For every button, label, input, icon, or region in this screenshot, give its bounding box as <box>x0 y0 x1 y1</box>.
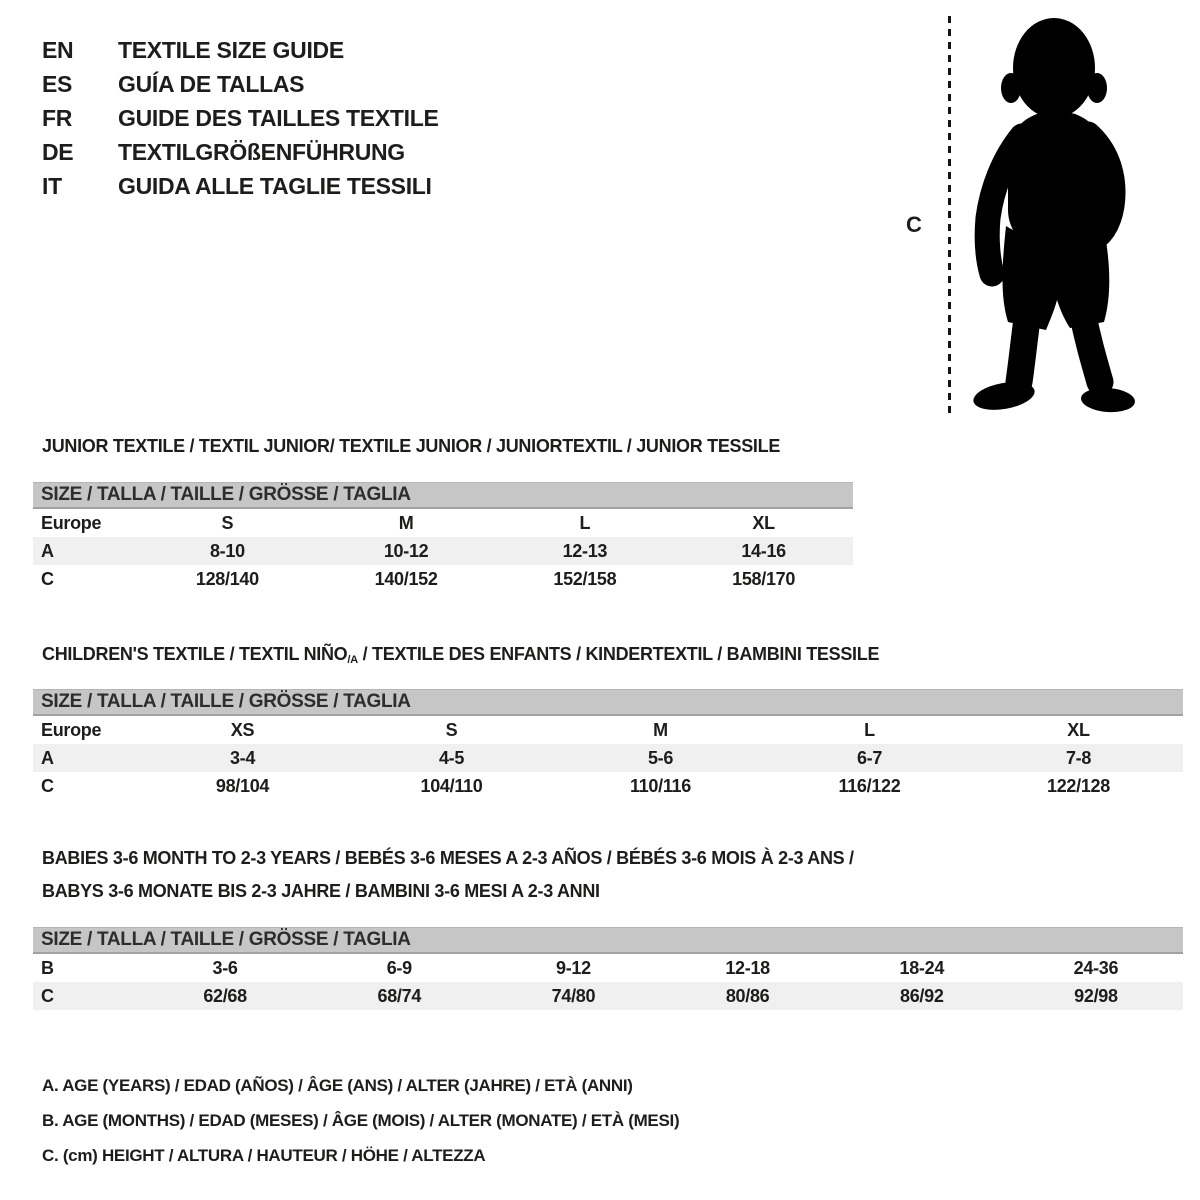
table-cell: 116/122 <box>838 775 901 796</box>
table-cell: 86/92 <box>900 985 944 1006</box>
table-cell: 10-12 <box>383 540 429 561</box>
heading-line: BABIES 3-6 MONTH TO 2-3 YEARS / BEBÉS 3-6 MESES A 2-3 AÑOS / BÉBÉS 3-6 MOIS À 2-3 ANS / <box>42 848 854 868</box>
language-row <box>42 135 439 169</box>
row-label: A <box>41 747 54 768</box>
row-label: A <box>41 540 54 561</box>
table-size-header: SIZE / TALLA / TAILLE / GRÖSSE / TAGLIA <box>33 689 1183 716</box>
junior-size-table <box>33 482 853 593</box>
language-row <box>42 101 439 135</box>
language-title: GUIDA ALLE TAGLIE TESSILI <box>118 173 432 199</box>
table-row <box>33 565 853 593</box>
row-label: C <box>41 568 54 589</box>
table-row <box>33 537 853 565</box>
table-size-header: SIZE / TALLA / TAILLE / GRÖSSE / TAGLIA <box>33 927 1183 954</box>
height-measure-dashed-line <box>948 16 951 417</box>
table-cell: 12-13 <box>562 540 608 561</box>
heading-text: CHILDREN'S TEXTILE / TEXTIL NIÑO <box>42 644 348 664</box>
language-code: DE <box>42 139 74 165</box>
language-title: TEXTILE SIZE GUIDE <box>118 37 344 63</box>
table-cell: 158/170 <box>732 568 796 589</box>
legend-footnotes <box>42 1068 679 1173</box>
language-code: EN <box>42 37 74 63</box>
language-code: FR <box>42 105 73 131</box>
row-label: Europe <box>41 719 102 740</box>
table-cell: 74/80 <box>551 985 596 1006</box>
language-code: ES <box>42 71 73 97</box>
heading-subscript: /A <box>347 654 358 667</box>
language-row <box>42 33 439 67</box>
table-cell: 62/68 <box>203 985 247 1006</box>
table-cell: L <box>579 512 591 533</box>
table-size-header: SIZE / TALLA / TAILLE / GRÖSSE / TAGLIA <box>33 482 853 509</box>
table-cell: M <box>653 719 668 740</box>
table-cell: XL <box>752 512 775 533</box>
table-cell: M <box>398 512 414 533</box>
table-cell: 104/110 <box>420 775 483 796</box>
table-row <box>33 772 1183 800</box>
table-cell: 122/128 <box>1047 775 1110 796</box>
table-cell: L <box>864 719 875 740</box>
legend-line: B. AGE (MONTHS) / EDAD (MESES) / ÂGE (MOIS) / ALTER (MONATE) / ETÀ (MESI) <box>42 1111 680 1130</box>
table-cell: XL <box>1067 719 1090 740</box>
table-cell: 18-24 <box>899 957 945 978</box>
language-title-list <box>42 33 439 203</box>
table-cell: 92/98 <box>1074 985 1118 1006</box>
childrens-size-table <box>33 689 1183 800</box>
language-title: TEXTILGRÖßENFÜHRUNG <box>118 139 405 165</box>
table-row <box>33 954 1183 982</box>
table-cell: 6-9 <box>386 957 412 978</box>
table-row <box>33 509 853 537</box>
table-cell: 68/74 <box>377 985 422 1006</box>
section-heading <box>42 842 854 908</box>
row-label: C <box>41 775 54 796</box>
table-cell: S <box>445 719 458 740</box>
row-label: B <box>41 957 54 978</box>
section-heading <box>42 643 879 671</box>
row-label: C <box>41 985 54 1006</box>
table-cell: S <box>221 512 234 533</box>
table-cell: 3-6 <box>212 957 238 978</box>
height-measure-label: C <box>906 212 922 237</box>
language-title: GUIDE DES TAILLES TEXTILE <box>118 105 439 131</box>
heading-line: BABYS 3-6 MONATE BIS 2-3 JAHRE / BAMBINI 3-6 MESI A 2-3 ANNI <box>42 881 600 901</box>
table-cell: 152/158 <box>553 568 617 589</box>
table-row <box>33 744 1183 772</box>
legend-line: A. AGE (YEARS) / EDAD (AÑOS) / ÂGE (ANS) / ALTER (JAHRE) / ETÀ (ANNI) <box>42 1076 633 1095</box>
table-cell: 5-6 <box>647 747 674 768</box>
table-cell: 140/152 <box>374 568 438 589</box>
table-cell: 24-36 <box>1073 957 1119 978</box>
table-cell: XS <box>230 719 255 740</box>
language-row <box>42 169 439 203</box>
table-cell: 8-10 <box>209 540 245 561</box>
table-cell: 80/86 <box>725 985 770 1006</box>
table-cell: 9-12 <box>556 957 591 978</box>
toddler-silhouette-icon <box>962 16 1140 418</box>
table-cell: 7-8 <box>1065 747 1092 768</box>
babies-size-table <box>33 927 1183 1010</box>
row-label: Europe <box>41 512 102 533</box>
table-cell: 4-5 <box>438 747 465 768</box>
language-row <box>42 67 439 101</box>
table-cell: 98/104 <box>215 775 270 796</box>
heading-text: / TEXTILE DES ENFANTS / KINDERTEXTIL / BAMBINI TESSILE <box>357 644 880 664</box>
legend-line: C. (cm) HEIGHT / ALTURA / HAUTEUR / HÖHE / ALTEZZA <box>42 1146 486 1165</box>
table-cell: 12-18 <box>725 957 770 978</box>
table-cell: 3-4 <box>229 747 256 768</box>
section-heading: JUNIOR TEXTILE / TEXTIL JUNIOR/ TEXTILE JUNIOR / JUNIORTEXTIL / JUNIOR TESSILE <box>42 436 781 456</box>
table-row <box>33 982 1183 1010</box>
table-cell: 6-7 <box>856 747 883 768</box>
table-cell: 14-16 <box>741 540 786 561</box>
language-code: IT <box>42 173 62 199</box>
table-cell: 128/140 <box>195 568 259 589</box>
table-row <box>33 716 1183 744</box>
language-title: GUÍA DE TALLAS <box>118 71 305 97</box>
table-cell: 110/116 <box>630 775 691 796</box>
